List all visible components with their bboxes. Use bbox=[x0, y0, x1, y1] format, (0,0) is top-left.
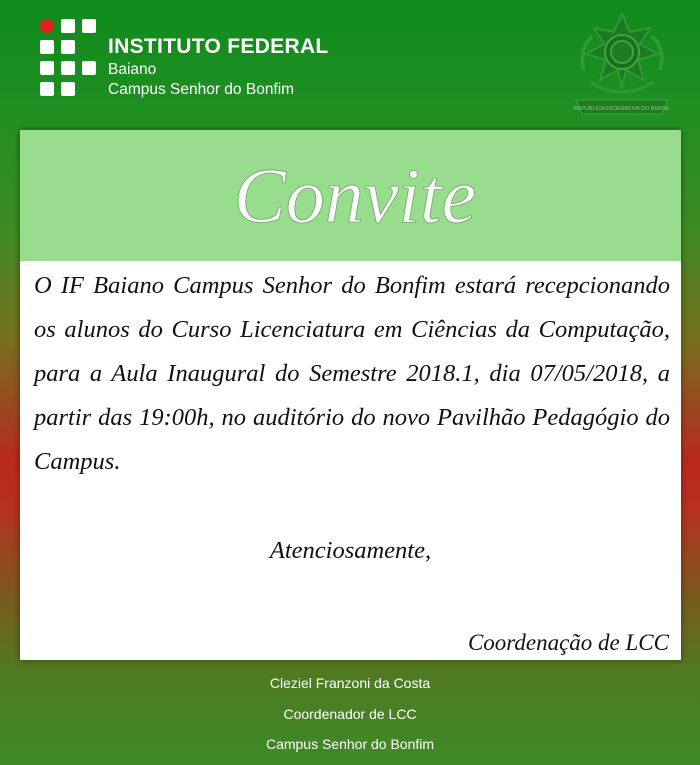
if-logo-icon bbox=[40, 19, 98, 97]
footer bbox=[0, 672, 700, 764]
footer-role: Coordenador de LCC bbox=[283, 705, 417, 722]
title-banner bbox=[20, 130, 681, 261]
header bbox=[0, 0, 700, 125]
title-lettering bbox=[20, 130, 681, 261]
signature: Coordenação de LCC bbox=[467, 630, 669, 655]
invitation-body: O IF Baiano Campus Senhor do Bonfim estará recepcionando os alunos do Curso Licenciatura em Ciências da Computação, para a Aula Inaugural do Semestre 2018.1, dia 07/05/2018, a partir das 19:00h, no auditório do novo Pavilhão Pedagógio do Campus. bbox=[34, 272, 670, 475]
campus-name: Campus Senhor do Bonfim bbox=[108, 81, 295, 98]
institution-subtitle: Baiano bbox=[108, 61, 157, 78]
invitation-card bbox=[20, 130, 681, 660]
closing-text: Atenciosamente, bbox=[269, 537, 432, 564]
footer-campus: Campus Senhor do Bonfim bbox=[265, 736, 435, 752]
seal-text: REPÚBLICA FEDERATIVA DO BRASIL bbox=[573, 106, 671, 112]
brazil-coat-of-arms-icon bbox=[570, 10, 674, 118]
footer-name: Cleziel Franzoni da Costa bbox=[269, 675, 431, 691]
institution-name: INSTITUTO FEDERAL bbox=[108, 35, 329, 58]
invitation-title: Convite bbox=[233, 152, 477, 239]
